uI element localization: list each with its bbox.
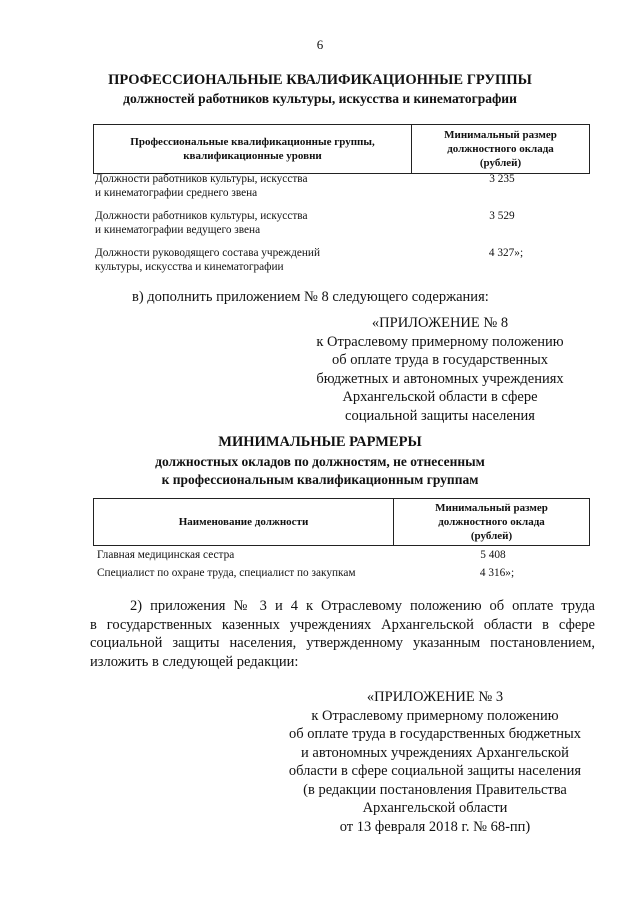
appendix-line: от 13 февраля 2018 г. № 68-пп) xyxy=(339,818,531,835)
section2-subtitle: должностных окладов по должностям, не отнесенным xyxy=(155,454,485,469)
header-text: Минимальный размер xyxy=(435,502,548,514)
table-row-label xyxy=(95,209,307,237)
paragraph-line: изложить в следующей редакции: xyxy=(90,653,299,670)
row-label-line: Должности работников культуры, искусства xyxy=(95,210,308,222)
appendix8-header xyxy=(300,314,580,425)
table-row-value: 4 316»; xyxy=(479,567,515,579)
table-header-row xyxy=(94,499,590,546)
header-text: (рублей) xyxy=(479,157,522,169)
table-header-row xyxy=(94,125,590,174)
header-text: Профессиональные квалификационные группы, xyxy=(130,136,375,148)
page-number: 6 xyxy=(316,37,324,52)
appendix-line: об оплате труда в государственных бюджетных xyxy=(289,726,581,742)
header-min-salary xyxy=(394,499,590,546)
header-text: должностного оклада xyxy=(447,143,554,155)
table-row-value: 5 408 xyxy=(480,549,506,561)
table-row-value: 3 235 xyxy=(489,173,515,185)
header-min-salary xyxy=(412,125,590,174)
appendix-line: Архангельской области в сфере xyxy=(342,389,538,405)
paragraph-line: социальной защиты населения, утвержденному указанным постановлением, xyxy=(90,635,595,651)
row-label-line: Должности работников культуры, искусства xyxy=(95,173,308,185)
table-row-value: 3 529 xyxy=(489,210,515,222)
appendix-line: к Отраслевому примерному положению xyxy=(316,333,564,350)
appendix-line: Архангельской области xyxy=(362,800,508,816)
section2-subtitle: к профессиональным квалификационным группам xyxy=(161,472,479,487)
qualification-groups-table xyxy=(93,124,590,174)
header-position-name: Наименование должности xyxy=(94,499,394,546)
header-text: (рублей) xyxy=(470,530,513,542)
row-label-line: Должности руководящего состава учреждений xyxy=(95,247,320,259)
paragraph-line: 2) приложения № 3 и 4 к Отраслевому положению об оплате труда xyxy=(130,598,595,614)
table-row-label: Главная медицинская сестра xyxy=(97,549,235,561)
appendix-line: социальной защиты населения xyxy=(345,407,535,424)
row-label-line: культуры, искусства и кинематографии xyxy=(95,261,284,273)
table-row-label xyxy=(95,172,307,200)
header-text: квалификационные уровни xyxy=(183,150,322,162)
appendix-line: об оплате труда в государственных xyxy=(331,352,549,368)
table-row-label xyxy=(95,246,320,274)
table-row-label: Специалист по охране труда, специалист по закупкам xyxy=(97,567,356,579)
section1-title: ПРОФЕССИОНАЛЬНЫЕ КВАЛИФИКАЦИОННЫЕ ГРУППЫ xyxy=(108,72,532,88)
row-label-line: и кинематографии ведущего звена xyxy=(95,224,261,236)
section2-title: МИНИМАЛЬНЫЕ РАРМЕРЫ xyxy=(218,434,422,450)
appendix-line: к Отраслевому примерному положению xyxy=(311,707,559,724)
appendix3-header xyxy=(275,688,595,836)
appendix-line: «ПРИЛОЖЕНИЕ № 8 xyxy=(371,315,509,331)
appendix-line: и автономных учреждениях Архангельской xyxy=(301,744,569,761)
appendix-line: области в сфере социальной защиты населения xyxy=(288,763,582,779)
appendix-line: (в редакции постановления Правительства xyxy=(303,781,567,798)
appendix-line: бюджетных и автономных учреждениях xyxy=(316,370,564,387)
min-salary-table xyxy=(93,498,590,546)
section1-subtitle: должностей работников культуры, искусства и кинематографии xyxy=(123,91,517,106)
instruction-v: в) дополнить приложением № 8 следующего содержания: xyxy=(132,289,489,305)
table-row-value: 4 327»; xyxy=(488,247,524,259)
header-text: должностного оклада xyxy=(438,516,545,528)
row-label-line: и кинематографии среднего звена xyxy=(95,187,258,199)
header-qualification-groups xyxy=(94,125,412,174)
paragraph-line: в государственных казенных учреждениях Архангельской области в сфере xyxy=(90,616,595,633)
appendix-line: «ПРИЛОЖЕНИЕ № 3 xyxy=(366,689,504,705)
header-text: Минимальный размер xyxy=(444,129,557,141)
paragraph-2 xyxy=(90,597,595,671)
